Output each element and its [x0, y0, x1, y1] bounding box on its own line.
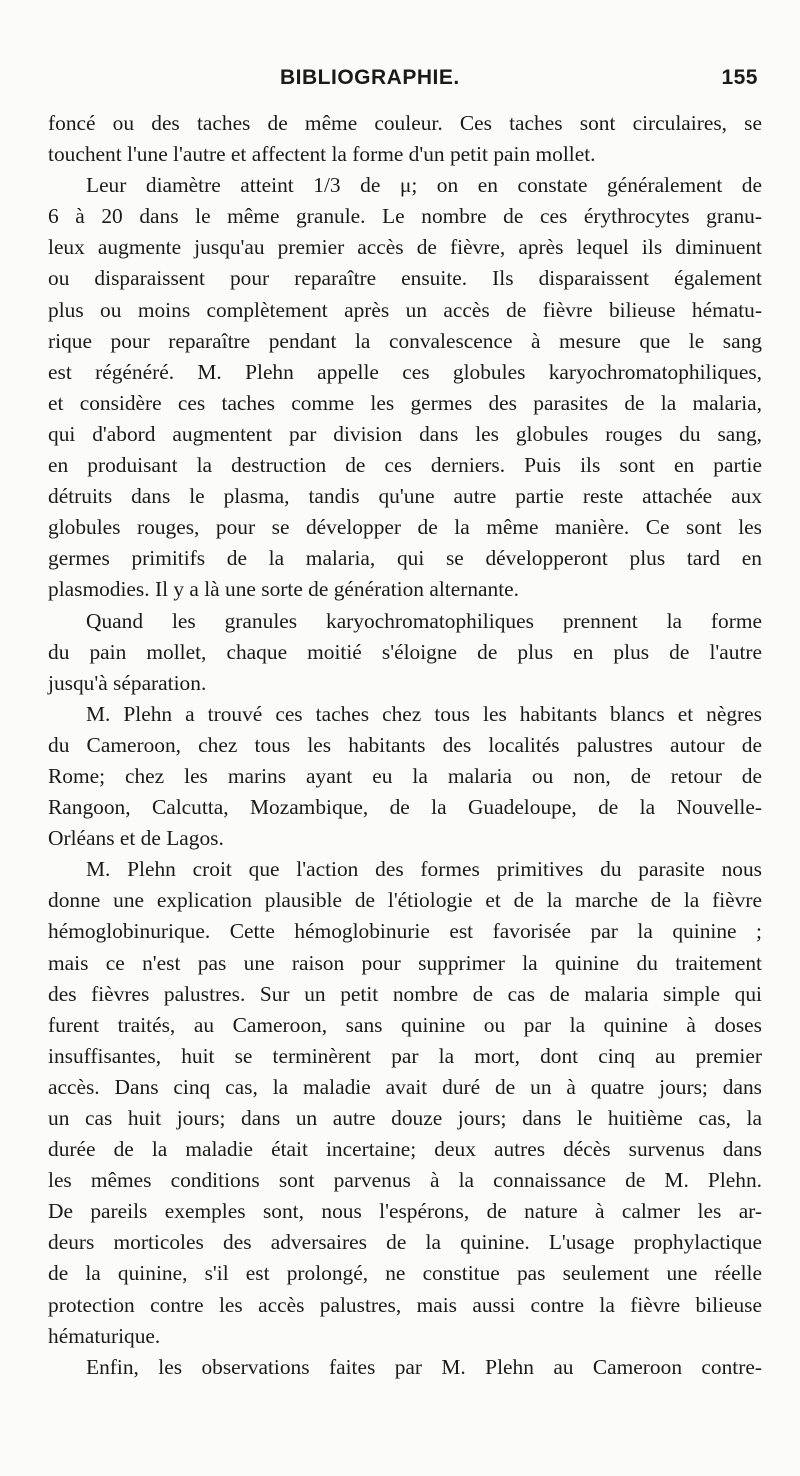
text-line: Rangoon, Calcutta, Mozambique, de la Guadeloupe, de la Nouvelle- — [48, 795, 762, 820]
text-line: insuffisantes, huit se terminèrent par la mort, dont cinq au premier — [48, 1043, 762, 1068]
text-line: et considère ces taches comme les germes des parasites de la malaria, — [48, 390, 762, 415]
text-line: M. Plehn a trouvé ces taches chez tous les habitants blancs et nègres — [86, 701, 762, 726]
text-line: furent traités, au Cameroon, sans quinine ou par la quinine à doses — [48, 1012, 762, 1037]
text-line: Orléans et de Lagos. — [48, 826, 224, 851]
text-line: les mêmes conditions sont parvenus à la connaissance de M. Plehn. — [48, 1168, 762, 1193]
text-line: des fièvres palustres. Sur un petit nombre de cas de malaria simple qui — [48, 981, 762, 1006]
text-line: germes primitifs de la malaria, qui se développeront plus tard en — [48, 546, 762, 571]
text-line: 6 à 20 dans le même granule. Le nombre de ces érythrocytes granu- — [48, 204, 762, 229]
text-line: deurs morticoles des adversaires de la quinine. L'usage prophylactique — [48, 1230, 762, 1255]
text-line: qui d'abord augmentent par division dans les globules rouges du sang, — [48, 421, 762, 446]
text-line: est régénéré. M. Plehn appelle ces globules karyochromatophiliques, — [48, 359, 762, 384]
text-line: ou disparaissent pour reparaître ensuite. Ils disparaissent également — [48, 266, 762, 291]
text-line: du pain mollet, chaque moitié s'éloigne de plus en plus de l'autre — [48, 639, 762, 664]
text-line: hématurique. — [48, 1323, 161, 1348]
text-line: M. Plehn croit que l'action des formes primitives du parasite nous — [86, 857, 762, 882]
text-line: un cas huit jours; dans un autre douze jours; dans le huitième cas, la — [48, 1106, 762, 1130]
running-title: BIBLIOGRAPHIE. — [280, 66, 460, 89]
text-line: de la quinine, s'il est prolongé, ne constitue pas seulement une réelle — [48, 1261, 762, 1286]
body-text — [48, 108, 762, 1383]
text-line: protection contre les accès palustres, mais aussi contre la fièvre bilieuse — [48, 1292, 762, 1317]
text-line: plasmodies. Il y a là une sorte de génération alternante. — [48, 577, 520, 602]
text-line: détruits dans le plasma, tandis qu'une autre partie reste attachée aux — [48, 484, 762, 509]
text-line: leux augmente jusqu'au premier accès de fièvre, après lequel ils diminuent — [48, 235, 762, 260]
text-line: jusqu'à séparation. — [48, 670, 207, 695]
text-line: plus ou moins complètement après un accès de fièvre bilieuse hématu- — [48, 297, 762, 322]
text-line: mais ce n'est pas une raison pour supprimer la quinine du traitement — [48, 950, 762, 975]
text-line: foncé ou des taches de même couleur. Ces taches sont circulaires, se — [48, 111, 762, 135]
text-line: Leur diamètre atteint 1/3 de μ; on en constate généralement de — [86, 173, 762, 198]
page-number: 155 — [721, 66, 758, 89]
text-line: Quand les granules karyochromatophiliques prennent la forme — [86, 608, 762, 633]
text-line: rique pour reparaître pendant la convalescence à mesure que le sang — [48, 328, 762, 353]
text-line: touchent l'une l'autre et affectent la forme d'un petit pain mollet. — [48, 142, 596, 167]
text-line: globules rouges, pour se développer de la même manière. Ce sont les — [48, 515, 762, 540]
text-line: du Cameroon, chez tous les habitants des localités palustres autour de — [48, 732, 762, 757]
text-line: Rome; chez les marins ayant eu la malaria ou non, de retour de — [48, 763, 762, 788]
text-line: durée de la maladie était incertaine; deux autres décès survenus dans — [48, 1137, 762, 1162]
text-line: Enfin, les observations faites par M. Plehn au Cameroon contre- — [86, 1354, 762, 1379]
running-header — [280, 66, 758, 100]
text-line: hémoglobinurique. Cette hémoglobinurie est favorisée par la quinine ; — [48, 919, 762, 944]
text-line: De pareils exemples sont, nous l'espérons, de nature à calmer les ar- — [48, 1199, 762, 1224]
text-line: donne une explication plausible de l'étiologie et de la marche de la fièvre — [48, 888, 762, 913]
text-line: accès. Dans cinq cas, la maladie avait duré de un à quatre jours; dans — [48, 1074, 762, 1099]
text-line: en produisant la destruction de ces derniers. Puis ils sont en partie — [48, 453, 762, 478]
